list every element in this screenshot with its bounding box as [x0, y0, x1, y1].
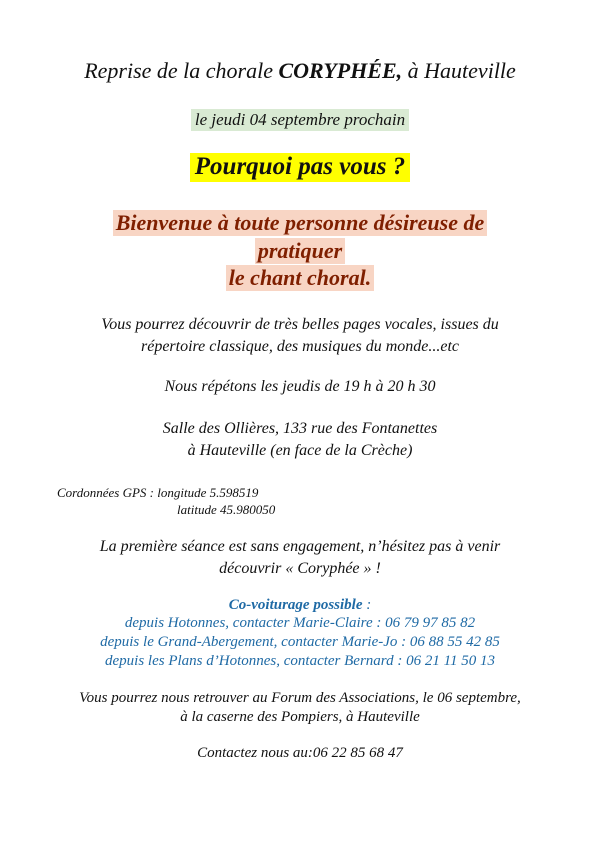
contact-phone: Contactez nous au:06 22 85 68 47	[197, 745, 403, 761]
gps-latitude: latitude 45.980050	[177, 502, 276, 517]
venue-line-1: Salle des Ollières, 133 rue des Fontanettes	[162, 420, 438, 437]
why-not-you-heading: Pourquoi pas vous ?	[0, 153, 600, 181]
flyer-title: Reprise de la chorale CORYPHÉE, à Hauteville	[84, 58, 516, 83]
first-session-line-2: découvrir « Coryphée » !	[219, 560, 381, 577]
carpool-line-3: depuis les Plans d’Hotonnes, contacter Bernard : 06 21 11 50 13	[105, 653, 495, 669]
date-line	[0, 110, 600, 130]
carpool-line-1: depuis Hotonnes, contacter Marie-Claire : 06 79 97 85 82	[124, 615, 476, 631]
discover-line-2: répertoire classique, des musiques du monde...etc	[140, 338, 459, 355]
gps-longitude: Cordonnées GPS : longitude 5.598519	[57, 485, 259, 500]
welcome-line-3: le chant choral.	[0, 265, 600, 291]
welcome-line-1: Bienvenue à toute personne désireuse de	[0, 210, 600, 236]
welcome-line-2: pratiquer	[0, 238, 600, 264]
venue-line-2: à Hauteville (en face de la Crèche)	[187, 442, 413, 459]
first-session-line-1: La première séance est sans engagement, n’hésitez pas à venir	[99, 538, 501, 555]
forum-line-2: à la caserne des Pompiers, à Hauteville	[180, 709, 420, 725]
forum-line-1: Vous pourrez nous retrouver au Forum des Associations, le 06 septembre,	[79, 690, 521, 706]
choir-name: CORYPHÉE,	[278, 58, 403, 83]
carpool-heading: Co-voiturage possible :	[228, 597, 372, 613]
discover-line-1: Vous pourrez découvrir de très belles pages vocales, issues du	[101, 316, 499, 333]
date-highlight: le jeudi 04 septembre prochain	[191, 109, 409, 131]
carpool-line-2: depuis le Grand-Abergement, contacter Marie-Jo : 06 88 55 42 85	[100, 634, 500, 650]
rehearsal-schedule: Nous répétons les jeudis de 19 h à 20 h 30	[164, 378, 436, 395]
